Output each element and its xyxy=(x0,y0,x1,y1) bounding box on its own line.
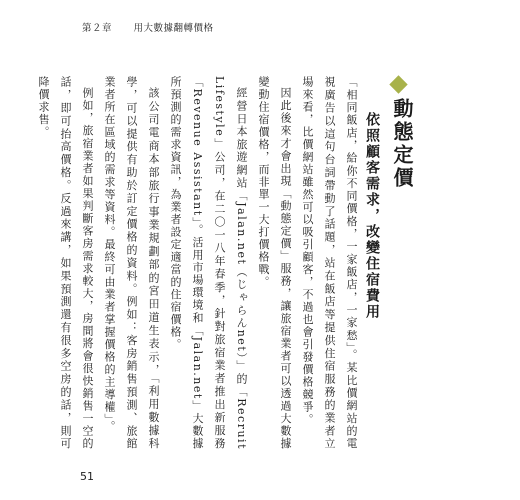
paragraph: 「相同飯店，給你不同價格，一家飯店，一家愁」。某比價網站的電視廣告以這句台詞帶動了話題，站在飯店等提供住宿服務的業者立場來看，比價網站雖然可以吸引顧客，不過也會引發價格競爭。 xyxy=(301,76,358,450)
section-title xyxy=(388,74,417,190)
chapter-title: 用大數據翻轉價格 xyxy=(133,23,214,34)
section-subtitle: 依照顧客需求，改變住宿費用 xyxy=(364,112,380,320)
section-title-text: 動態定價 xyxy=(390,98,414,190)
page-number: 51 xyxy=(80,470,94,483)
paragraph: 例如，旅宿業者如果判斷客房需求較大，房間將會很快銷售一空的話，即可抬高價格。反過來講，如果預測還有很多空房的話，則可降價求售。 xyxy=(37,76,94,450)
paragraph: 經營日本旅遊網站「Jalan.net（じゃらんnet）」的「Recruit Lifestyle」公司，在二〇一八年春季，針對旅宿業者推出新服務「Revenue Assistant」。活用市場環境和「Jalan.net」大數據所預測的需求資訊，為業者設定適當的住宿價格。 xyxy=(169,76,248,450)
paragraph: 因此後來才會出現「動態定價」服務，讓旅宿業者可以透過大數據變動住宿價格，而非單一大打價格戰。 xyxy=(257,76,292,450)
running-header xyxy=(82,20,214,34)
chapter-label: 第２章 xyxy=(82,23,113,34)
body-text xyxy=(32,76,362,450)
paragraph: 該公司電商本部旅行事業規劃部的宮田道生表示，「利用數據科學，可以提供有助於訂定價格的資料。例如：客房銷售預測、旅館業者所在區域的需求等資料。最終可由業者掌握價格的主導權」。 xyxy=(103,76,160,450)
